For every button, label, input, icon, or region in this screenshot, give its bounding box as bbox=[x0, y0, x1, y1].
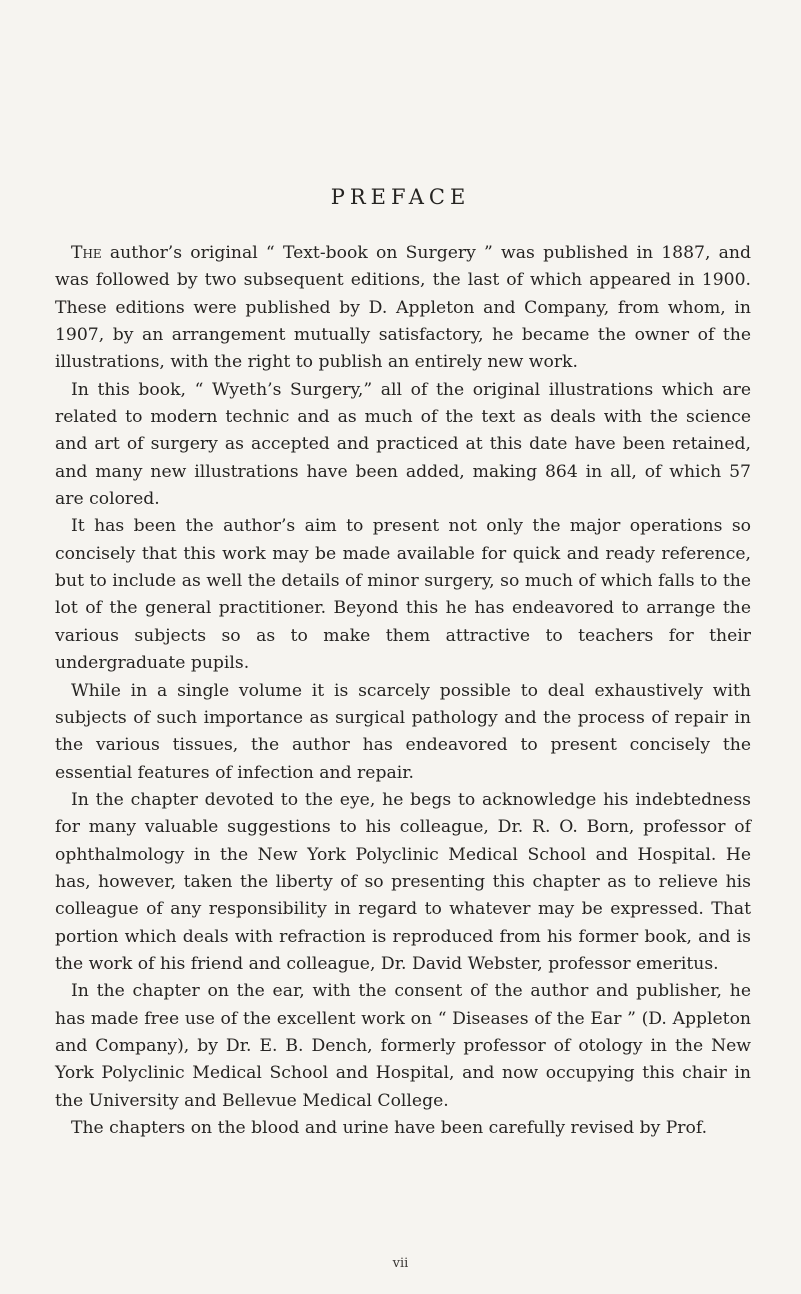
paragraph-7: The chapters on the blood and urine have been carefully revised by Prof. bbox=[71, 1118, 708, 1138]
paragraph-text: author’s original “ Text-book on Surgery ” was published in 1887, and was followed by two subsequent editions, the last of which appeared in 1900. These editions were published by D. Appleton and Company, from whom, in 1907, by an arrangement mutually satisfactory, he became the owner of the illustrations, with the right to publish an entirely new work. bbox=[55, 243, 751, 373]
opening-word: The bbox=[71, 243, 102, 263]
paragraph-2: In this book, “ Wyeth’s Surgery,” all of the original illustrations which are related to modern technic and as much of the text as deals with the science and art of surgery as accepted and practiced at this date have been retained, and many new illustrations have been added, making 864 in all, of which 57 are colored. bbox=[55, 379, 751, 510]
page-number: vii bbox=[392, 1256, 409, 1271]
page-title: PREFACE bbox=[330, 185, 471, 209]
paragraph-5: In the chapter devoted to the eye, he begs to acknowledge his indebtedness for many valuable suggestions to his colleague, Dr. R. O. Born, professor of ophthalmology in the New York Polyclinic Medical School and Hospital. He has, however, taken the liberty of so presenting this chapter as to relieve his colleague of any responsibility in regard to whatever may be expressed. That portion which deals with refraction is reproduced from his former book, and is the work of his friend and colleague, Dr. David Webster, professor emeritus. bbox=[55, 789, 751, 974]
preface-body bbox=[55, 240, 751, 1142]
paragraph-6: In the chapter on the ear, with the consent of the author and publisher, he has made free use of the excellent work on “ Diseases of the Ear ” (D. Appleton and Company), by Dr. E. B. Dench, formerly professor of otology in the New York Polyclinic Medical School and Hospital, and now occupying this chair in the University and Bellevue Medical College. bbox=[55, 981, 751, 1111]
paragraph-1 bbox=[55, 240, 751, 377]
paragraph-4: While in a single volume it is scarcely possible to deal exhaustively with subjects of such importance as surgical pathology and the process of repair in the various tissues, the author has endeavored to present concisely the essential features of infection and repair. bbox=[55, 680, 751, 783]
paragraph-3: It has been the author’s aim to present not only the major operations so concisely that this work may be made available for quick and ready reference, but to include as well the details of minor surgery, so much of which falls to the lot of the general practitioner. Beyond this he has endeavored to arrange the various subjects so as to make them attractive to teachers for their undergraduate pupils. bbox=[55, 516, 751, 674]
